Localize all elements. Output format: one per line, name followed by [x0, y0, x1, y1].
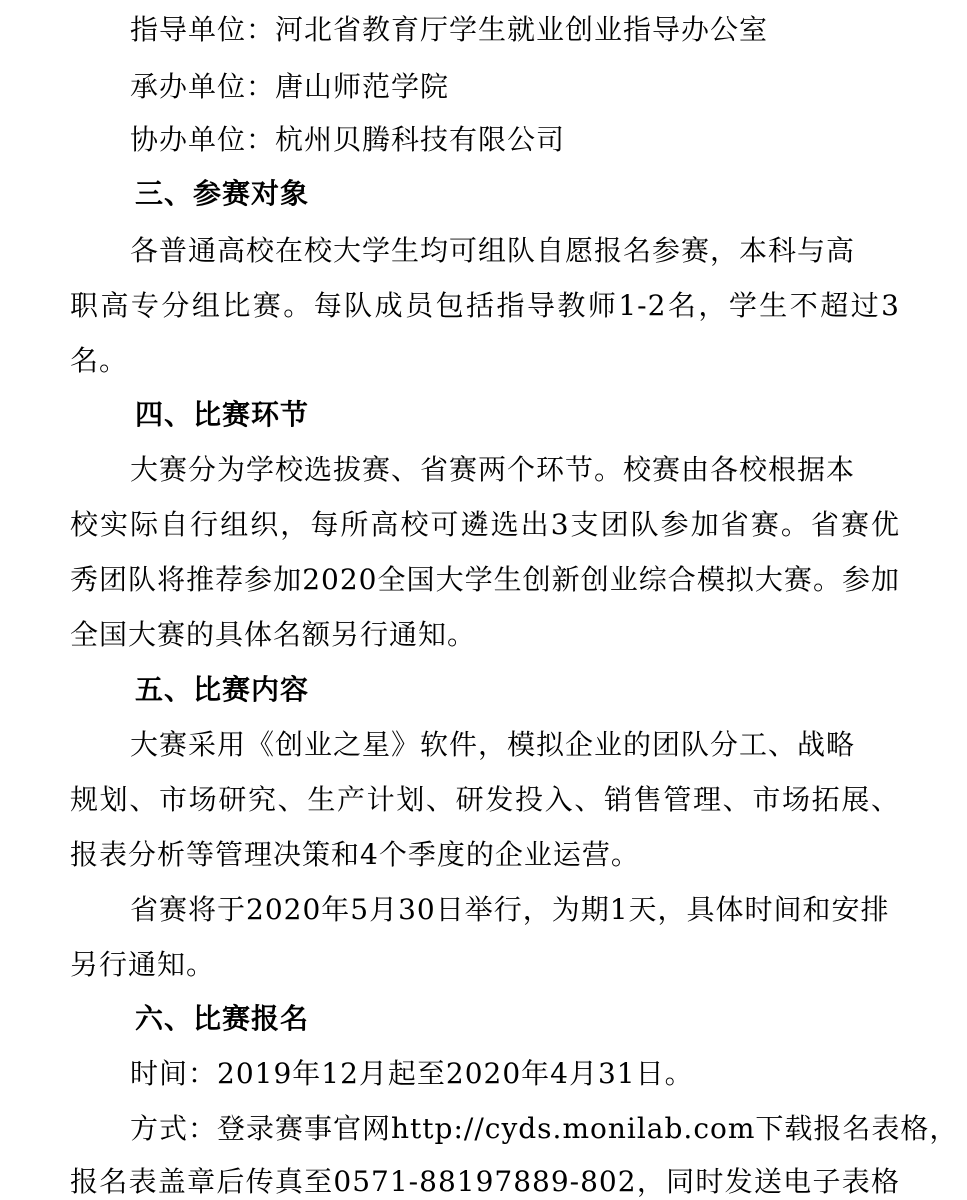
- section-heading-stages: 四、比赛环节: [135, 398, 310, 431]
- paragraph-line: 各普通高校在校大学生均可组队自愿报名参赛，本科与高: [130, 234, 856, 267]
- guiding-unit-line: 指导单位：河北省教育厅学生就业创业指导办公室: [130, 13, 769, 46]
- paragraph-line: 全国大赛的具体名额另行通知。: [70, 618, 477, 651]
- paragraph-line: 秀团队将推荐参加2020全国大学生创新创业综合模拟大赛。参加: [70, 563, 900, 596]
- co-organizer-line: 协办单位：杭州贝腾科技有限公司: [130, 123, 566, 156]
- paragraph-line: 另行通知。: [70, 948, 216, 981]
- paragraph-line: 规划、市场研究、生产计划、研发投入、销售管理、市场拓展、: [70, 783, 900, 816]
- registration-method-line: 方式：登录赛事官网http://cyds.monilab.com下载报名表格，: [130, 1112, 959, 1145]
- paragraph-line: 报表分析等管理决策和4个季度的企业运营。: [70, 838, 640, 871]
- paragraph-line: 省赛将于2020年5月30日举行，为期1天，具体时间和安排: [130, 893, 890, 926]
- organizer-line: 承办单位：唐山师范学院: [130, 70, 450, 103]
- paragraph-line: 大赛采用《创业之星》软件，模拟企业的团队分工、战略: [130, 728, 856, 761]
- paragraph-line: 校实际自行组织，每所高校可遴选出3支团队参加省赛。省赛优: [70, 508, 900, 541]
- section-heading-participants: 三、参赛对象: [135, 177, 310, 210]
- registration-time-line: 时间：2019年12月起至2020年4月31日。: [130, 1057, 694, 1090]
- section-heading-registration: 六、比赛报名: [135, 1002, 310, 1035]
- paragraph-line: 名。: [70, 344, 129, 377]
- paragraph-line: 报名表盖章后传真至0571-88197889-802，同时发送电子表格: [70, 1165, 900, 1198]
- section-heading-content: 五、比赛内容: [135, 673, 310, 706]
- paragraph-line: 大赛分为学校选拔赛、省赛两个环节。校赛由各校根据本: [130, 453, 856, 486]
- paragraph-line: 职高专分组比赛。每队成员包括指导教师1-2名，学生不超过3: [70, 289, 900, 322]
